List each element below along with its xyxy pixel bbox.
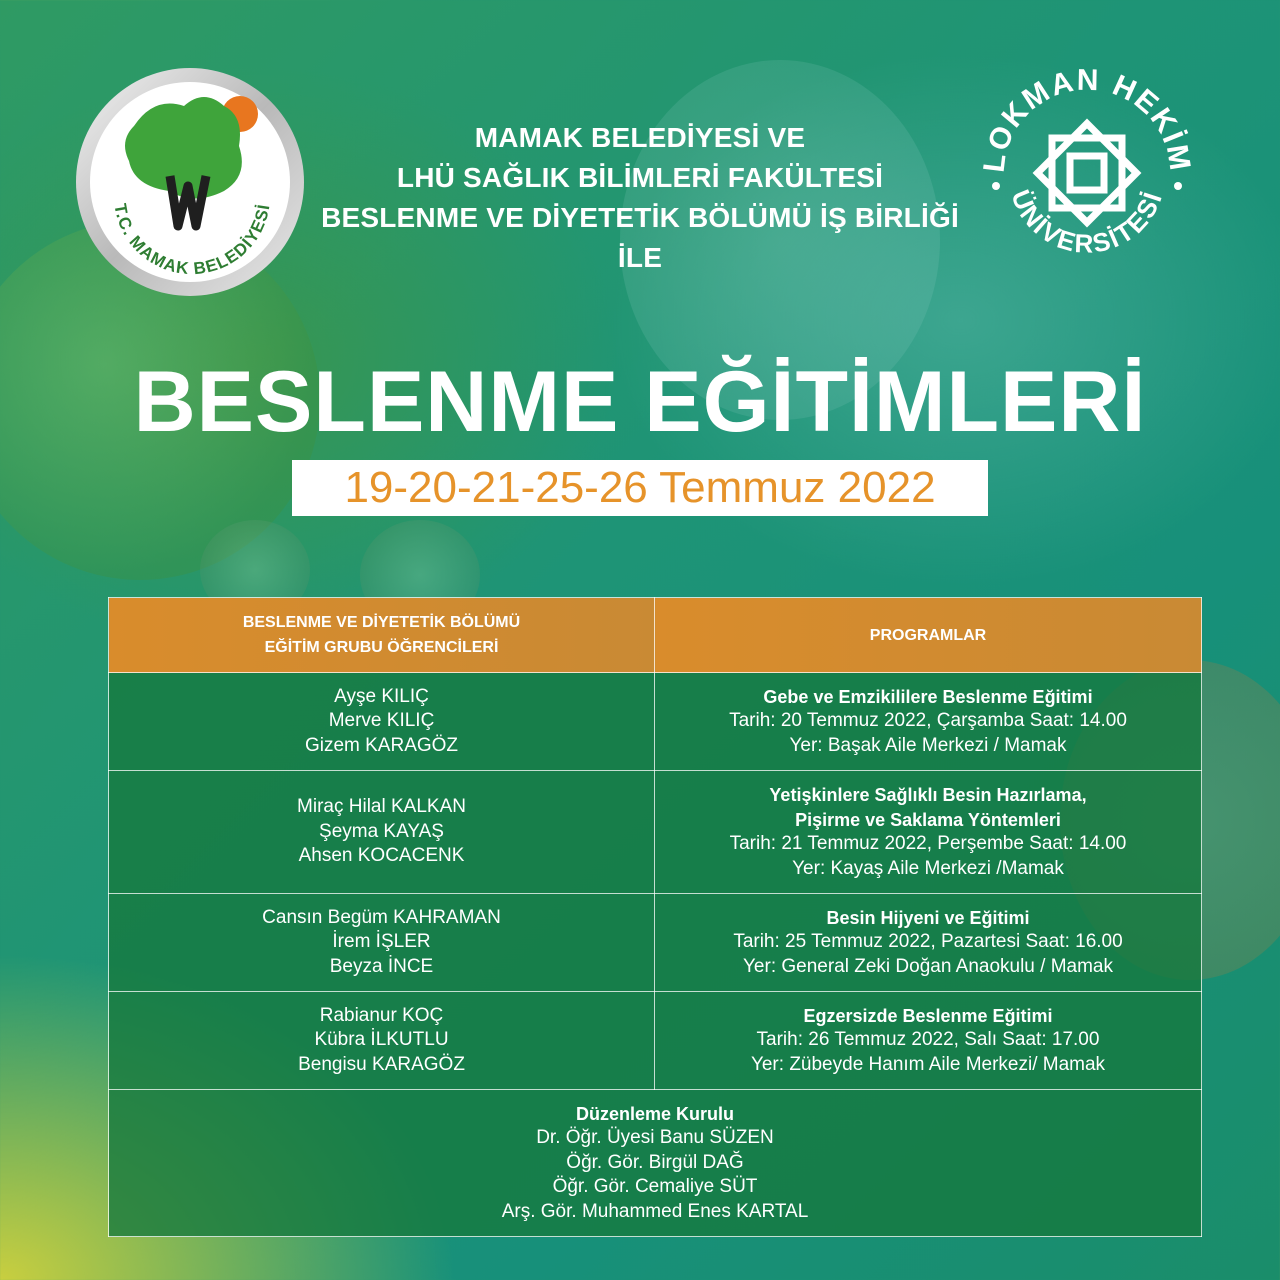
program-title: Besin Hijyeni ve Eğitimi bbox=[826, 907, 1030, 928]
students-cell bbox=[109, 673, 655, 771]
program-title: Pişirme ve Saklama Yöntemleri bbox=[795, 809, 1061, 830]
table-header-row bbox=[109, 598, 1202, 673]
students-cell bbox=[109, 771, 655, 894]
mamak-belediyesi-logo bbox=[74, 66, 306, 298]
program-place: Yer: General Zeki Doğan Anaokulu / Mamak bbox=[743, 955, 1113, 977]
student-name: Cansın Begüm KAHRAMAN bbox=[262, 906, 501, 928]
program-title: Egzersizde Beslenme Eğitimi bbox=[803, 1005, 1053, 1026]
header-line: LHÜ SAĞLIK BİLİMLERİ FAKÜLTESİ bbox=[396, 162, 884, 193]
students-column-header: BESLENME VE DİYETETİK BÖLÜMÜ EĞİTİM GRUBU ÖĞRENCİLERİ bbox=[109, 598, 655, 673]
header-line: MAMAK BELEDİYESİ VE bbox=[474, 122, 806, 153]
student-name: Miraç Hilal KALKAN bbox=[297, 796, 466, 818]
program-place: Yer: Başak Aile Merkezi / Mamak bbox=[789, 734, 1067, 756]
date-banner bbox=[292, 460, 988, 516]
program-cell bbox=[655, 992, 1202, 1090]
committee-member: Öğr. Gör. Birgül DAĞ bbox=[566, 1151, 744, 1173]
student-name: Ayşe KILIÇ bbox=[334, 685, 429, 707]
partnership-header bbox=[310, 118, 970, 278]
students-cell bbox=[109, 992, 655, 1090]
committee-row bbox=[109, 1090, 1202, 1237]
committee-member: Dr. Öğr. Üyesi Banu SÜZEN bbox=[536, 1127, 774, 1149]
program-table bbox=[108, 597, 1202, 1237]
programs-column-header: PROGRAMLAR bbox=[655, 598, 1202, 673]
svg-text:T.C. MAMAK BELEDİYESİ: T.C. MAMAK BELEDİYESİ bbox=[110, 202, 274, 279]
table-row bbox=[109, 673, 1202, 771]
program-title: Yetişkinlere Sağlıklı Besin Hazırlama, bbox=[769, 785, 1087, 805]
header-line: BESLENME VE DİYETETİK BÖLÜMÜ İŞ BİRLİĞİ İLE bbox=[321, 202, 959, 273]
program-date: Tarih: 26 Temmuz 2022, Salı Saat: 17.00 bbox=[756, 1029, 1100, 1051]
program-title: Gebe ve Emzikililere Beslenme Eğitimi bbox=[763, 686, 1093, 707]
program-cell bbox=[655, 673, 1202, 771]
student-name: Ahsen KOCACENK bbox=[298, 845, 465, 867]
student-name: Bengisu KARAGÖZ bbox=[298, 1053, 465, 1075]
table-row bbox=[109, 992, 1202, 1090]
program-cell bbox=[655, 894, 1202, 992]
lokman-hekim-logo bbox=[976, 62, 1198, 284]
page-title: BESLENME EĞİTİMLERİ bbox=[133, 354, 1147, 450]
students-cell bbox=[109, 894, 655, 992]
committee-member: Arş. Gör. Muhammed Enes KARTAL bbox=[501, 1200, 809, 1222]
date-text: 19-20-21-25-26 Temmuz 2022 bbox=[344, 463, 936, 512]
svg-text:LOKMAN HEKİM: LOKMAN HEKİM bbox=[977, 63, 1197, 175]
student-name: Gizem KARAGÖZ bbox=[304, 734, 459, 756]
program-cell bbox=[655, 771, 1202, 894]
svg-text:ÜNİVERSİTESİ: ÜNİVERSİTESİ bbox=[1005, 185, 1169, 259]
program-place: Yer: Kayaş Aile Merkezi /Mamak bbox=[792, 857, 1064, 879]
student-name: Merve KILIÇ bbox=[328, 710, 435, 732]
program-date: Tarih: 25 Temmuz 2022, Pazartesi Saat: 16.00 bbox=[733, 931, 1123, 953]
student-name: Beyza İNCE bbox=[329, 955, 434, 977]
student-name: Kübra İLKUTLU bbox=[314, 1029, 449, 1051]
table-row bbox=[109, 894, 1202, 992]
committee-member: Öğr. Gör. Cemaliye SÜT bbox=[552, 1176, 758, 1198]
program-place: Yer: Zübeyde Hanım Aile Merkezi/ Mamak bbox=[750, 1053, 1106, 1075]
student-name: İrem İŞLER bbox=[332, 931, 431, 953]
table-row bbox=[109, 771, 1202, 894]
student-name: Rabianur KOÇ bbox=[319, 1004, 444, 1026]
committee-cell bbox=[109, 1090, 1202, 1237]
committee-title: Düzenleme Kurulu bbox=[575, 1103, 735, 1124]
student-name: Şeyma KAYAŞ bbox=[319, 820, 444, 842]
program-date: Tarih: 20 Temmuz 2022, Çarşamba Saat: 14.00 bbox=[729, 710, 1127, 732]
program-date: Tarih: 21 Temmuz 2022, Perşembe Saat: 14.00 bbox=[729, 833, 1127, 854]
